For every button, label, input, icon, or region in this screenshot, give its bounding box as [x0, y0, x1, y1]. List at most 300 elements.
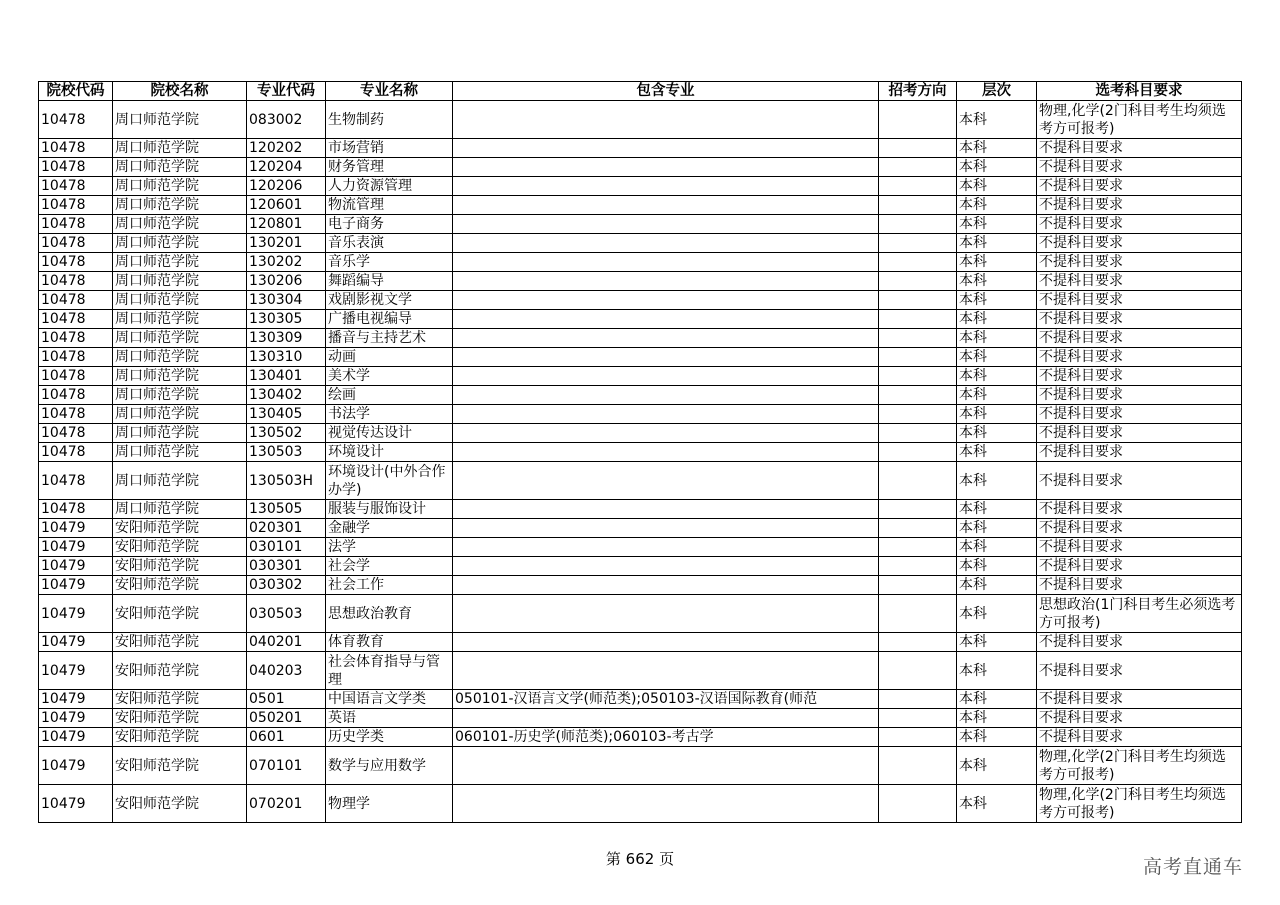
table-row — [39, 633, 1242, 652]
major-name-cell: 动画 — [326, 348, 453, 367]
direction-cell — [879, 310, 957, 329]
level-cell: 本科 — [957, 405, 1037, 424]
subject-requirement-cell: 不提科目要求 — [1037, 348, 1242, 367]
school-name-cell: 安阳师范学院 — [113, 785, 247, 823]
subject-requirement-cell: 不提科目要求 — [1037, 310, 1242, 329]
major-name-cell: 社会学 — [326, 557, 453, 576]
subject-requirement-cell: 不提科目要求 — [1037, 272, 1242, 291]
included-majors-cell — [453, 348, 879, 367]
school-name-cell: 安阳师范学院 — [113, 709, 247, 728]
direction-cell — [879, 690, 957, 709]
school-code-cell: 10479 — [39, 557, 113, 576]
major-code-cell: 040201 — [247, 633, 326, 652]
col-header-major-code: 专业代码 — [247, 82, 326, 101]
major-code-cell: 130309 — [247, 329, 326, 348]
subject-requirement-cell: 不提科目要求 — [1037, 500, 1242, 519]
level-cell: 本科 — [957, 234, 1037, 253]
school-code-cell: 10478 — [39, 348, 113, 367]
subject-requirement-cell: 不提科目要求 — [1037, 253, 1242, 272]
direction-cell — [879, 158, 957, 177]
subject-requirement-cell: 不提科目要求 — [1037, 690, 1242, 709]
school-code-cell: 10479 — [39, 576, 113, 595]
school-code-cell: 10478 — [39, 367, 113, 386]
major-name-cell: 电子商务 — [326, 215, 453, 234]
school-name-cell: 周口师范学院 — [113, 177, 247, 196]
table-row — [39, 690, 1242, 709]
major-name-cell: 财务管理 — [326, 158, 453, 177]
included-majors-cell — [453, 101, 879, 139]
direction-cell — [879, 557, 957, 576]
school-code-cell: 10479 — [39, 747, 113, 785]
level-cell: 本科 — [957, 785, 1037, 823]
subject-requirement-cell: 不提科目要求 — [1037, 443, 1242, 462]
subject-requirement-cell: 不提科目要求 — [1037, 728, 1242, 747]
included-majors-cell — [453, 367, 879, 386]
direction-cell — [879, 652, 957, 690]
subject-requirement-cell: 不提科目要求 — [1037, 196, 1242, 215]
table-row — [39, 386, 1242, 405]
subject-requirement-cell: 不提科目要求 — [1037, 557, 1242, 576]
major-code-cell: 120601 — [247, 196, 326, 215]
school-name-cell: 周口师范学院 — [113, 310, 247, 329]
included-majors-cell — [453, 500, 879, 519]
major-name-cell: 播音与主持艺术 — [326, 329, 453, 348]
school-code-cell: 10479 — [39, 538, 113, 557]
included-majors-cell — [453, 538, 879, 557]
school-name-cell: 周口师范学院 — [113, 500, 247, 519]
level-cell: 本科 — [957, 728, 1037, 747]
table-row — [39, 595, 1242, 633]
direction-cell — [879, 595, 957, 633]
page-number: 第 662 页 — [605, 850, 675, 868]
major-code-cell: 130505 — [247, 500, 326, 519]
table-row — [39, 747, 1242, 785]
major-code-cell: 130201 — [247, 234, 326, 253]
subject-requirement-cell: 不提科目要求 — [1037, 367, 1242, 386]
school-code-cell: 10478 — [39, 177, 113, 196]
school-name-cell: 周口师范学院 — [113, 139, 247, 158]
included-majors-cell — [453, 234, 879, 253]
direction-cell — [879, 215, 957, 234]
level-cell: 本科 — [957, 139, 1037, 158]
major-code-cell: 070201 — [247, 785, 326, 823]
school-name-cell: 周口师范学院 — [113, 329, 247, 348]
direction-cell — [879, 633, 957, 652]
included-majors-cell — [453, 424, 879, 443]
school-code-cell: 10478 — [39, 215, 113, 234]
table-body — [39, 101, 1242, 823]
major-code-cell: 130310 — [247, 348, 326, 367]
level-cell: 本科 — [957, 291, 1037, 310]
table-row — [39, 519, 1242, 538]
subject-requirement-cell: 不提科目要求 — [1037, 576, 1242, 595]
included-majors-cell — [453, 139, 879, 158]
school-name-cell: 安阳师范学院 — [113, 633, 247, 652]
level-cell: 本科 — [957, 519, 1037, 538]
included-majors-cell — [453, 785, 879, 823]
level-cell: 本科 — [957, 101, 1037, 139]
direction-cell — [879, 443, 957, 462]
subject-requirement-cell: 不提科目要求 — [1037, 291, 1242, 310]
level-cell: 本科 — [957, 747, 1037, 785]
major-code-cell: 130305 — [247, 310, 326, 329]
school-code-cell: 10478 — [39, 234, 113, 253]
school-code-cell: 10478 — [39, 462, 113, 500]
included-majors-cell — [453, 177, 879, 196]
school-name-cell: 周口师范学院 — [113, 215, 247, 234]
included-majors-cell — [453, 652, 879, 690]
major-name-cell: 市场营销 — [326, 139, 453, 158]
table-row — [39, 367, 1242, 386]
school-code-cell: 10479 — [39, 652, 113, 690]
col-header-school-code: 院校代码 — [39, 82, 113, 101]
direction-cell — [879, 405, 957, 424]
table-row — [39, 215, 1242, 234]
major-name-cell: 物理学 — [326, 785, 453, 823]
subject-requirement-cell: 不提科目要求 — [1037, 329, 1242, 348]
included-majors-cell — [453, 576, 879, 595]
direction-cell — [879, 424, 957, 443]
table-row — [39, 177, 1242, 196]
level-cell: 本科 — [957, 215, 1037, 234]
major-name-cell: 音乐表演 — [326, 234, 453, 253]
major-name-cell: 物流管理 — [326, 196, 453, 215]
direction-cell — [879, 785, 957, 823]
table-row — [39, 196, 1242, 215]
direction-cell — [879, 728, 957, 747]
subject-requirement-cell: 物理,化学(2门科目考生均须选考方可报考) — [1037, 785, 1242, 823]
school-code-cell: 10478 — [39, 101, 113, 139]
major-name-cell: 书法学 — [326, 405, 453, 424]
major-code-cell: 120202 — [247, 139, 326, 158]
major-name-cell: 环境设计(中外合作办学) — [326, 462, 453, 500]
direction-cell — [879, 253, 957, 272]
included-majors-cell — [453, 386, 879, 405]
level-cell: 本科 — [957, 310, 1037, 329]
direction-cell — [879, 101, 957, 139]
school-name-cell: 安阳师范学院 — [113, 538, 247, 557]
major-code-cell: 0601 — [247, 728, 326, 747]
level-cell: 本科 — [957, 424, 1037, 443]
table-row — [39, 557, 1242, 576]
included-majors-cell — [453, 329, 879, 348]
table-row — [39, 158, 1242, 177]
major-code-cell: 120204 — [247, 158, 326, 177]
school-name-cell: 安阳师范学院 — [113, 557, 247, 576]
major-code-cell: 030503 — [247, 595, 326, 633]
school-name-cell: 周口师范学院 — [113, 253, 247, 272]
direction-cell — [879, 500, 957, 519]
school-name-cell: 周口师范学院 — [113, 424, 247, 443]
direction-cell — [879, 576, 957, 595]
major-name-cell: 数学与应用数学 — [326, 747, 453, 785]
included-majors-cell — [453, 633, 879, 652]
major-name-cell: 环境设计 — [326, 443, 453, 462]
level-cell: 本科 — [957, 500, 1037, 519]
included-majors-cell — [453, 272, 879, 291]
level-cell: 本科 — [957, 595, 1037, 633]
col-header-included-majors: 包含专业 — [453, 82, 879, 101]
level-cell: 本科 — [957, 690, 1037, 709]
school-code-cell: 10479 — [39, 519, 113, 538]
subject-requirement-cell: 不提科目要求 — [1037, 386, 1242, 405]
school-name-cell: 周口师范学院 — [113, 234, 247, 253]
school-name-cell: 周口师范学院 — [113, 348, 247, 367]
direction-cell — [879, 709, 957, 728]
major-name-cell: 思想政治教育 — [326, 595, 453, 633]
major-code-cell: 030302 — [247, 576, 326, 595]
major-code-cell: 130502 — [247, 424, 326, 443]
direction-cell — [879, 139, 957, 158]
major-name-cell: 体育教育 — [326, 633, 453, 652]
level-cell: 本科 — [957, 348, 1037, 367]
subject-requirement-cell: 不提科目要求 — [1037, 405, 1242, 424]
major-name-cell: 法学 — [326, 538, 453, 557]
level-cell: 本科 — [957, 253, 1037, 272]
direction-cell — [879, 348, 957, 367]
col-header-major-name: 专业名称 — [326, 82, 453, 101]
school-name-cell: 周口师范学院 — [113, 443, 247, 462]
included-majors-cell — [453, 405, 879, 424]
col-header-level: 层次 — [957, 82, 1037, 101]
table-row — [39, 329, 1242, 348]
level-cell: 本科 — [957, 177, 1037, 196]
included-majors-cell — [453, 158, 879, 177]
direction-cell — [879, 272, 957, 291]
school-code-cell: 10478 — [39, 424, 113, 443]
direction-cell — [879, 329, 957, 348]
table-row — [39, 538, 1242, 557]
major-name-cell: 社会体育指导与管理 — [326, 652, 453, 690]
subject-requirement-cell: 不提科目要求 — [1037, 424, 1242, 443]
direction-cell — [879, 196, 957, 215]
table-row — [39, 785, 1242, 823]
level-cell: 本科 — [957, 386, 1037, 405]
school-code-cell: 10479 — [39, 785, 113, 823]
school-code-cell: 10479 — [39, 633, 113, 652]
school-code-cell: 10478 — [39, 272, 113, 291]
table-row — [39, 405, 1242, 424]
level-cell: 本科 — [957, 196, 1037, 215]
major-code-cell: 030101 — [247, 538, 326, 557]
col-header-school-name: 院校名称 — [113, 82, 247, 101]
school-name-cell: 安阳师范学院 — [113, 576, 247, 595]
school-name-cell: 周口师范学院 — [113, 462, 247, 500]
included-majors-cell — [453, 443, 879, 462]
school-code-cell: 10478 — [39, 139, 113, 158]
school-name-cell: 安阳师范学院 — [113, 652, 247, 690]
major-name-cell: 社会工作 — [326, 576, 453, 595]
major-name-cell: 视觉传达设计 — [326, 424, 453, 443]
level-cell: 本科 — [957, 462, 1037, 500]
admission-table — [38, 81, 1242, 823]
direction-cell — [879, 234, 957, 253]
direction-cell — [879, 747, 957, 785]
school-code-cell: 10478 — [39, 405, 113, 424]
table-row — [39, 728, 1242, 747]
major-name-cell: 广播电视编导 — [326, 310, 453, 329]
included-majors-cell: 050101-汉语言文学(师范类);050103-汉语国际教育(师范 — [453, 690, 879, 709]
major-code-cell: 120801 — [247, 215, 326, 234]
included-majors-cell — [453, 709, 879, 728]
table-row — [39, 652, 1242, 690]
table-row — [39, 443, 1242, 462]
school-name-cell: 周口师范学院 — [113, 158, 247, 177]
included-majors-cell — [453, 557, 879, 576]
included-majors-cell: 060101-历史学(师范类);060103-考古学 — [453, 728, 879, 747]
level-cell: 本科 — [957, 538, 1037, 557]
major-code-cell: 130401 — [247, 367, 326, 386]
table-row — [39, 253, 1242, 272]
school-code-cell: 10479 — [39, 728, 113, 747]
included-majors-cell — [453, 253, 879, 272]
table-row — [39, 101, 1242, 139]
included-majors-cell — [453, 462, 879, 500]
major-code-cell: 130402 — [247, 386, 326, 405]
table-row — [39, 272, 1242, 291]
watermark-text: 高考直通车 — [1143, 856, 1244, 878]
school-name-cell: 安阳师范学院 — [113, 690, 247, 709]
school-code-cell: 10478 — [39, 291, 113, 310]
table-row — [39, 424, 1242, 443]
subject-requirement-cell: 不提科目要求 — [1037, 652, 1242, 690]
table-row — [39, 348, 1242, 367]
subject-requirement-cell: 不提科目要求 — [1037, 709, 1242, 728]
level-cell: 本科 — [957, 709, 1037, 728]
major-code-cell: 0501 — [247, 690, 326, 709]
school-code-cell: 10478 — [39, 500, 113, 519]
col-header-subject-requirement: 选考科目要求 — [1037, 82, 1242, 101]
school-code-cell: 10478 — [39, 443, 113, 462]
subject-requirement-cell: 不提科目要求 — [1037, 177, 1242, 196]
school-name-cell: 安阳师范学院 — [113, 728, 247, 747]
school-name-cell: 周口师范学院 — [113, 272, 247, 291]
direction-cell — [879, 538, 957, 557]
level-cell: 本科 — [957, 576, 1037, 595]
school-code-cell: 10479 — [39, 709, 113, 728]
major-code-cell: 030301 — [247, 557, 326, 576]
subject-requirement-cell: 物理,化学(2门科目考生均须选考方可报考) — [1037, 101, 1242, 139]
major-name-cell: 生物制药 — [326, 101, 453, 139]
included-majors-cell — [453, 747, 879, 785]
level-cell: 本科 — [957, 557, 1037, 576]
subject-requirement-cell: 不提科目要求 — [1037, 215, 1242, 234]
direction-cell — [879, 462, 957, 500]
subject-requirement-cell: 不提科目要求 — [1037, 234, 1242, 253]
major-code-cell: 130202 — [247, 253, 326, 272]
major-code-cell: 083002 — [247, 101, 326, 139]
direction-cell — [879, 177, 957, 196]
subject-requirement-cell: 不提科目要求 — [1037, 633, 1242, 652]
major-name-cell: 戏剧影视文学 — [326, 291, 453, 310]
school-name-cell: 安阳师范学院 — [113, 747, 247, 785]
school-name-cell: 周口师范学院 — [113, 101, 247, 139]
school-code-cell: 10478 — [39, 158, 113, 177]
level-cell: 本科 — [957, 272, 1037, 291]
direction-cell — [879, 291, 957, 310]
school-code-cell: 10478 — [39, 310, 113, 329]
school-name-cell: 周口师范学院 — [113, 367, 247, 386]
major-code-cell: 130304 — [247, 291, 326, 310]
direction-cell — [879, 367, 957, 386]
major-name-cell: 英语 — [326, 709, 453, 728]
included-majors-cell — [453, 519, 879, 538]
subject-requirement-cell: 不提科目要求 — [1037, 139, 1242, 158]
table-row — [39, 709, 1242, 728]
subject-requirement-cell: 思想政治(1门科目考生必须选考方可报考) — [1037, 595, 1242, 633]
level-cell: 本科 — [957, 158, 1037, 177]
subject-requirement-cell: 不提科目要求 — [1037, 158, 1242, 177]
school-code-cell: 10478 — [39, 329, 113, 348]
major-name-cell: 美术学 — [326, 367, 453, 386]
direction-cell — [879, 386, 957, 405]
table-row — [39, 500, 1242, 519]
major-code-cell: 070101 — [247, 747, 326, 785]
included-majors-cell — [453, 595, 879, 633]
major-name-cell: 中国语言文学类 — [326, 690, 453, 709]
major-name-cell: 服装与服饰设计 — [326, 500, 453, 519]
table-row — [39, 310, 1242, 329]
level-cell: 本科 — [957, 633, 1037, 652]
school-code-cell: 10478 — [39, 253, 113, 272]
major-code-cell: 120206 — [247, 177, 326, 196]
major-name-cell: 绘画 — [326, 386, 453, 405]
major-code-cell: 130206 — [247, 272, 326, 291]
subject-requirement-cell: 不提科目要求 — [1037, 519, 1242, 538]
school-name-cell: 安阳师范学院 — [113, 519, 247, 538]
header-row — [39, 82, 1242, 101]
school-name-cell: 周口师范学院 — [113, 196, 247, 215]
table-row — [39, 139, 1242, 158]
level-cell: 本科 — [957, 443, 1037, 462]
table-row — [39, 291, 1242, 310]
school-code-cell: 10479 — [39, 595, 113, 633]
subject-requirement-cell: 不提科目要求 — [1037, 538, 1242, 557]
major-code-cell: 130405 — [247, 405, 326, 424]
school-name-cell: 周口师范学院 — [113, 291, 247, 310]
table-row — [39, 234, 1242, 253]
table-row — [39, 576, 1242, 595]
included-majors-cell — [453, 291, 879, 310]
major-name-cell: 历史学类 — [326, 728, 453, 747]
school-name-cell: 安阳师范学院 — [113, 595, 247, 633]
major-name-cell: 金融学 — [326, 519, 453, 538]
school-name-cell: 周口师范学院 — [113, 405, 247, 424]
school-code-cell: 10478 — [39, 386, 113, 405]
major-name-cell: 舞蹈编导 — [326, 272, 453, 291]
level-cell: 本科 — [957, 652, 1037, 690]
level-cell: 本科 — [957, 329, 1037, 348]
major-code-cell: 040203 — [247, 652, 326, 690]
major-name-cell: 人力资源管理 — [326, 177, 453, 196]
table-row — [39, 462, 1242, 500]
direction-cell — [879, 519, 957, 538]
included-majors-cell — [453, 215, 879, 234]
subject-requirement-cell: 物理,化学(2门科目考生均须选考方可报考) — [1037, 747, 1242, 785]
school-code-cell: 10479 — [39, 690, 113, 709]
level-cell: 本科 — [957, 367, 1037, 386]
col-header-direction: 招考方向 — [879, 82, 957, 101]
subject-requirement-cell: 不提科目要求 — [1037, 462, 1242, 500]
school-code-cell: 10478 — [39, 196, 113, 215]
major-code-cell: 020301 — [247, 519, 326, 538]
included-majors-cell — [453, 196, 879, 215]
major-name-cell: 音乐学 — [326, 253, 453, 272]
included-majors-cell — [453, 310, 879, 329]
major-code-cell: 130503H — [247, 462, 326, 500]
school-name-cell: 周口师范学院 — [113, 386, 247, 405]
major-code-cell: 130503 — [247, 443, 326, 462]
